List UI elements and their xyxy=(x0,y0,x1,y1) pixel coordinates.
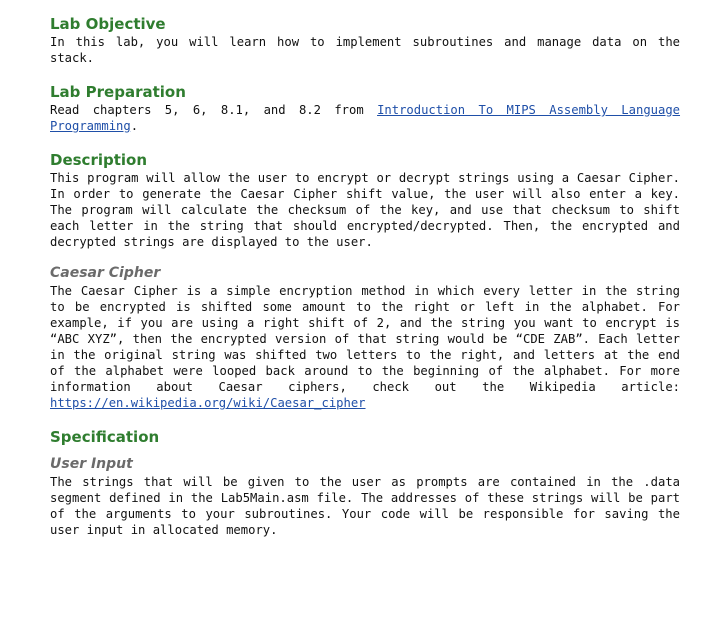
mips-book-link[interactable]: Introduction To MIPS Assembly Language Programming xyxy=(50,103,681,133)
document-body xyxy=(50,14,680,538)
specification-heading: Specification xyxy=(50,428,160,446)
lab-objective-text: In this lab, you will learn how to implement subroutines and manage data on the stack. xyxy=(50,35,680,65)
user-input-text: The strings that will be given to the user as prompts are contained in the .data segment defined in the Lab5Main.asm file. The addresses of these strings will be part of the arguments to your subroutines. Your code will be responsible for saving the user input in allocated memory. xyxy=(50,475,680,537)
caesar-cipher-text xyxy=(50,283,680,411)
wikipedia-link[interactable]: https://en.wikipedia.org/wiki/Caesar_cipher xyxy=(50,396,366,410)
user-input-subheading: User Input xyxy=(50,456,133,472)
lab-objective-heading: Lab Objective xyxy=(50,15,166,33)
preparation-text-after: . xyxy=(130,119,139,133)
caesar-cipher-body: The Caesar Cipher is a simple encryption method in which every letter in the string to be encrypted is shifted some amount to the right or left in the alphabet. For example, if you are using a right shift of 2, and the string you want to encrypt is “ABC XYZ”, then the encrypted version of that string would be “CDE ZAB”. Each letter in the original string was shifted two letters to the right, and letters at the end of the alphabet were looped back around to the beginning of the alphabet. For more information about Caesar ciphers, check out the Wikipedia article: xyxy=(50,284,680,394)
preparation-text-before: Read chapters 5, 6, 8.1, and 8.2 from xyxy=(50,103,378,117)
description-text: This program will allow the user to encrypt or decrypt strings using a Caesar Cipher. In order to generate the Caesar Cipher shift value, the user will also enter a key. The program will calculate the checksum of the key, and use that checksum to shift each letter in the string that should encrypted/decrypted. Then, the encrypted and decrypted strings are displayed to the user. xyxy=(50,171,680,249)
lab-preparation-heading: Lab Preparation xyxy=(50,83,186,101)
caesar-cipher-subheading: Caesar Cipher xyxy=(50,265,161,281)
description-heading: Description xyxy=(50,151,148,169)
lab-preparation-text xyxy=(50,102,680,134)
